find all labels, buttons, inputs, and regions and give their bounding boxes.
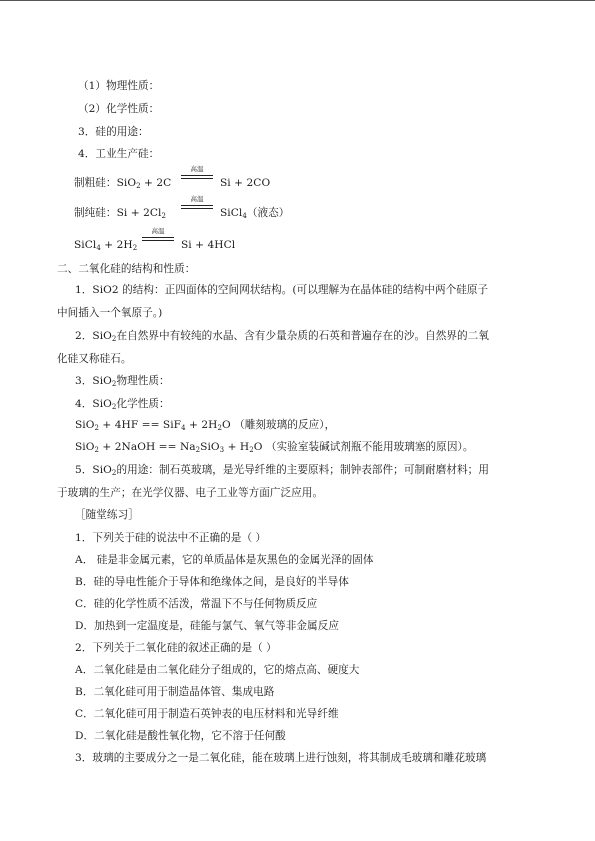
question-3: 3．玻璃的主要成分之一是二氧化硅，能在玻璃上进行蚀刻，将其制成毛玻璃和雕花玻璃 <box>75 752 487 764</box>
high-temp-arrow <box>142 227 174 247</box>
section-heading: 二、二氧化硅的结构和性质： <box>57 263 196 275</box>
question-1: 1．下列关于硅的说法中不正确的是（ ） <box>75 532 267 544</box>
question-2-option-c: C．二氧化硅可用于制造石英钟表的电压材料和光导纤维 <box>75 708 339 720</box>
pure-silicon-equation-right: SiCl$_4$（液态） <box>220 207 290 220</box>
pure-silicon-equation-left: 制纯硅：$Si + 2Cl_2$ <box>74 207 166 220</box>
condition-label: 高温 <box>190 195 204 203</box>
sio2-structure: 1．SiO2 的结构：正四面体的空间网状结构。(可以理解为在晶体硅的结构中两个硅原子 <box>75 284 489 296</box>
high-temp-arrow <box>181 195 213 215</box>
practice-heading: ［随堂练习］ <box>75 509 139 521</box>
crude-silicon-equation-left: 制粗硅：SiO$_2$ + 2C <box>74 177 172 190</box>
question-1-option-d: D．加热到一定温度是，硅能与氯气、氧气等非金属反应 <box>75 620 339 632</box>
sio2-occurrence-cont: 化硅又称硅石。 <box>57 353 132 365</box>
sio2-uses: 5．SiO$_2$的用途：制石英玻璃，是光导纤维的主要原料；制钟表部件；可制耐磨材料；用 <box>75 464 489 477</box>
sio2-chemical: 4．SiO$_2$化学性质： <box>75 398 170 411</box>
industrial-silicon-item: 4．工业生产硅： <box>78 148 160 160</box>
condition-label: 高温 <box>190 165 204 173</box>
question-2-option-d: D．二氧化硅是酸性氧化物，它不溶于任何酸 <box>75 730 286 742</box>
crude-silicon-equation-right: Si + 2CO <box>220 177 271 189</box>
sicl4-reduction-right: Si + 4HCl <box>181 239 236 251</box>
sio2-structure-cont: 中间插入一个氧原子。) <box>57 307 163 319</box>
question-1-option-a: A． 硅是非金属元素，它的单质晶体是灰黑色的金属光泽的固体 <box>75 554 374 566</box>
silicon-uses-item: 3．硅的用途： <box>78 126 149 138</box>
question-2-option-b: B．二氧化硅可用于制造晶体管、集成电路 <box>75 686 275 698</box>
high-temp-arrow <box>181 165 213 185</box>
question-2-option-a: A．二氧化硅是由二氧化硅分子组成的，它的熔点高、硬度大 <box>75 664 360 676</box>
physical-properties-item: （1）物理性质： <box>78 80 160 92</box>
chemical-properties-item: （2）化学性质： <box>78 103 160 115</box>
condition-label: 高温 <box>151 227 165 235</box>
question-1-option-b: B．硅的导电性能介于导体和绝缘体之间，是良好的半导体 <box>75 576 349 588</box>
sio2-uses-cont: 于玻璃的生产；在光学仪器、电子工业等方面广泛应用。 <box>57 487 324 499</box>
sicl4-reduction-left: SiCl$_4$ + $2H_2$ <box>74 239 138 252</box>
hf-reaction: $SiO_2 + 4HF == SiF_4 + 2H_2O$ （雕刻玻璃的反应）， <box>75 419 336 432</box>
question-2: 2．下列关于二氧化硅的叙述正确的是（ ） <box>75 642 277 654</box>
question-1-option-c: C．硅的化学性质不活泼，常温下不与任何物质反应 <box>75 598 318 610</box>
sio2-physical: 3．SiO$_2$物理性质： <box>75 375 170 388</box>
sio2-occurrence: 2．SiO$_2$在自然界中有较纯的水晶、含有少量杂质的石英和普遍存在的沙。自然界的二氧 <box>75 330 489 343</box>
naoh-reaction: SiO$_2$ + 2NaOH == $Na_2SiO_3 + H_2O$ （实验室装碱试剂瓶不能用玻璃塞的原因）。 <box>75 441 474 454</box>
